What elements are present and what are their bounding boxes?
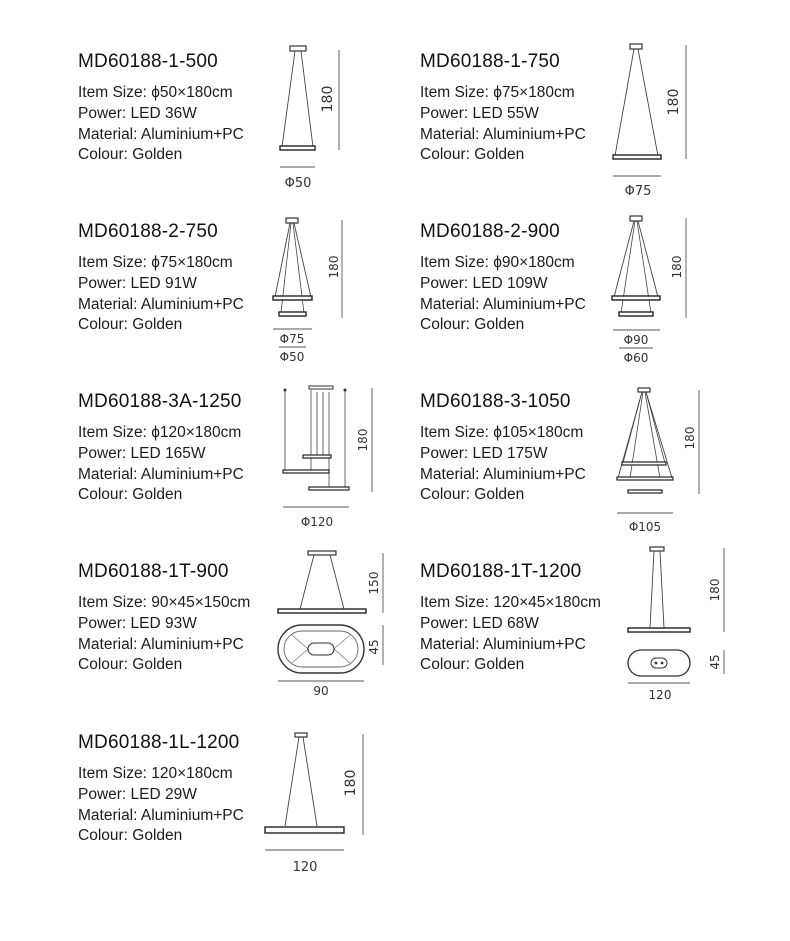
center-hub: [308, 643, 334, 655]
spec-power: Power: LED 91W: [78, 274, 197, 292]
spec-list: [420, 83, 586, 166]
spec-power: Power: LED 68W: [420, 614, 539, 632]
spec-item-size: Item Size: 120×180cm: [78, 765, 233, 782]
model-name: MD60188-2-900: [420, 221, 560, 242]
suspension-cable: [614, 221, 634, 297]
spec-list: [78, 593, 250, 676]
spec-colour: Colour: Golden: [420, 486, 525, 504]
model-name: MD60188-3A-1250: [78, 391, 242, 412]
spec-list: [420, 423, 586, 506]
ceiling-canopy: [630, 44, 642, 49]
height-dim-label: 180: [320, 85, 336, 113]
light-ring-inner: [279, 312, 306, 316]
spec-power: Power: LED 93W: [78, 614, 197, 632]
spec-colour: Colour: Golden: [78, 146, 183, 164]
lamp-drawing-2-900: [605, 210, 695, 370]
suspension-cable: [303, 737, 317, 826]
spec-list: [78, 253, 244, 336]
height-dim-label: 180: [683, 426, 697, 450]
product-md60188-2-900: [420, 220, 586, 336]
light-bar: [628, 628, 690, 632]
product-md60188-1t-1200: [420, 560, 601, 676]
hub-dot: [661, 662, 664, 665]
spec-material: Material: Aluminium+PC: [78, 806, 244, 824]
lamp-drawing-1t-900: [270, 545, 390, 700]
spec-colour: Colour: Golden: [420, 316, 525, 334]
spec-colour: Colour: Golden: [78, 316, 183, 334]
suspension-cable: [301, 51, 313, 147]
suspension-cable: [638, 221, 658, 297]
height-dim-label: 180: [356, 428, 370, 452]
product-md60188-1-750: [420, 50, 586, 166]
diameter-dim-label: Φ60: [623, 351, 649, 365]
depth-dim-label: 45: [367, 639, 381, 655]
spec-colour: Colour: Golden: [78, 656, 183, 674]
spec-item-size: Item Size: ϕ75×180cm: [78, 254, 233, 271]
model-name: MD60188-1T-900: [78, 561, 229, 582]
spec-colour: Colour: Golden: [78, 486, 183, 504]
product-md60188-3-1050: [420, 390, 586, 506]
light-bar: [278, 609, 366, 613]
height-dim-label: 180: [670, 255, 684, 279]
height-dim-label: 180: [666, 88, 682, 116]
model-name: MD60188-3-1050: [420, 391, 571, 412]
spec-power: Power: LED 29W: [78, 785, 197, 803]
lamp-drawing-3-1050: [608, 380, 708, 538]
light-ring: [613, 155, 661, 159]
light-ring-2: [617, 477, 673, 480]
light-ring-3: [309, 487, 349, 490]
ceiling-canopy: [309, 386, 333, 389]
diameter-dim-label: Φ105: [628, 520, 662, 534]
height-dim-label: 180: [327, 255, 341, 279]
product-md60188-3a-1250: [78, 390, 244, 506]
light-ring-1: [303, 455, 331, 458]
suspension-cable: [330, 555, 344, 609]
spec-item-size: Item Size: ϕ90×180cm: [420, 254, 575, 271]
diameter-dim-label: Φ90: [623, 333, 649, 347]
product-md60188-2-750: [78, 220, 244, 336]
product-md60188-1t-900: [78, 560, 250, 676]
spec-material: Material: Aluminium+PC: [420, 295, 586, 313]
light-ring-outer: [273, 296, 312, 300]
width-dim-label: 90: [313, 684, 329, 698]
spec-power: Power: LED 165W: [78, 444, 206, 462]
light-bar: [265, 827, 344, 833]
suspension-cable: [285, 737, 299, 826]
width-dim-label: 120: [648, 688, 672, 702]
spec-list: [420, 593, 601, 676]
spec-item-size: Item Size: 90×45×150cm: [78, 594, 251, 611]
ceiling-canopy: [650, 547, 664, 551]
model-name: MD60188-2-750: [78, 221, 218, 242]
suspension-cable: [294, 223, 311, 297]
lamp-drawing-3a-1250: [275, 380, 380, 535]
spec-material: Material: Aluminium+PC: [420, 635, 586, 653]
suspension-cable: [638, 49, 658, 156]
spec-power: Power: LED 175W: [420, 444, 548, 462]
lamp-drawing-1-500: [270, 40, 360, 200]
diameter-dim-label: Φ50: [284, 176, 312, 191]
lamp-drawing-1-750: [605, 38, 695, 200]
suspension-cable: [660, 551, 664, 628]
center-hub: [651, 658, 667, 668]
spec-material: Material: Aluminium+PC: [420, 465, 586, 483]
spec-material: Material: Aluminium+PC: [78, 635, 244, 653]
suspension-cable: [275, 223, 290, 297]
spec-material: Material: Aluminium+PC: [78, 295, 244, 313]
spec-item-size: Item Size: 120×45×180cm: [420, 594, 601, 611]
model-name: MD60188-1T-1200: [420, 561, 582, 582]
width-dim-label: 120: [292, 860, 318, 875]
ceiling-canopy: [308, 551, 336, 555]
light-ring-3: [628, 490, 662, 493]
light-ring-outer: [612, 296, 660, 300]
spec-list: [420, 253, 586, 336]
diameter-dim-label: Φ120: [300, 515, 334, 529]
spec-material: Material: Aluminium+PC: [78, 125, 244, 143]
light-ring-2: [283, 470, 329, 473]
suspension-cable: [650, 551, 654, 628]
ceiling-canopy: [286, 218, 298, 223]
lamp-drawing-1t-1200: [620, 540, 730, 705]
spec-list: [78, 83, 244, 166]
depth-dim-label: 45: [708, 654, 722, 670]
height-dim-label: 150: [367, 571, 381, 595]
suspension-cable: [300, 555, 314, 609]
spec-list: [78, 423, 244, 506]
diameter-dim-label: Φ75: [279, 332, 305, 346]
product-md60188-1l-1200: [78, 731, 244, 847]
spec-power: Power: LED 109W: [420, 274, 548, 292]
ceiling-canopy: [638, 388, 650, 392]
height-dim-label: 180: [708, 578, 722, 602]
lamp-drawing-1l-1200: [255, 725, 370, 880]
light-ring-1: [622, 462, 666, 465]
model-name: MD60188-1-750: [420, 51, 560, 72]
suspension-cable: [282, 51, 295, 147]
spec-power: Power: LED 36W: [78, 104, 197, 122]
diameter-dim-label: Φ75: [624, 184, 652, 199]
spec-power: Power: LED 55W: [420, 104, 539, 122]
spec-colour: Colour: Golden: [420, 146, 525, 164]
ceiling-canopy: [630, 216, 642, 221]
spec-item-size: Item Size: ϕ75×180cm: [420, 84, 575, 101]
light-ring-inner: [619, 312, 653, 316]
spec-list: [78, 764, 244, 847]
spec-material: Material: Aluminium+PC: [78, 465, 244, 483]
ceiling-canopy: [290, 46, 306, 51]
ceiling-canopy: [295, 733, 307, 737]
spec-colour: Colour: Golden: [420, 656, 525, 674]
hub-dot: [655, 662, 658, 665]
height-dim-label: 180: [343, 769, 359, 797]
product-md60188-1-500: [78, 50, 244, 166]
spec-colour: Colour: Golden: [78, 827, 183, 845]
suspension-cable: [615, 49, 634, 156]
cable-anchor: [284, 389, 287, 392]
model-name: MD60188-1-500: [78, 51, 218, 72]
spec-material: Material: Aluminium+PC: [420, 125, 586, 143]
light-ring: [280, 146, 315, 150]
diameter-dim-label: Φ50: [279, 350, 305, 364]
model-name: MD60188-1L-1200: [78, 732, 240, 753]
spec-item-size: Item Size: ϕ120×180cm: [78, 424, 242, 441]
spec-item-size: Item Size: ϕ105×180cm: [420, 424, 584, 441]
lamp-drawing-2-750: [265, 212, 355, 367]
spec-item-size: Item Size: ϕ50×180cm: [78, 84, 233, 101]
cable-anchor: [344, 389, 347, 392]
suspension-cable: [623, 392, 642, 463]
